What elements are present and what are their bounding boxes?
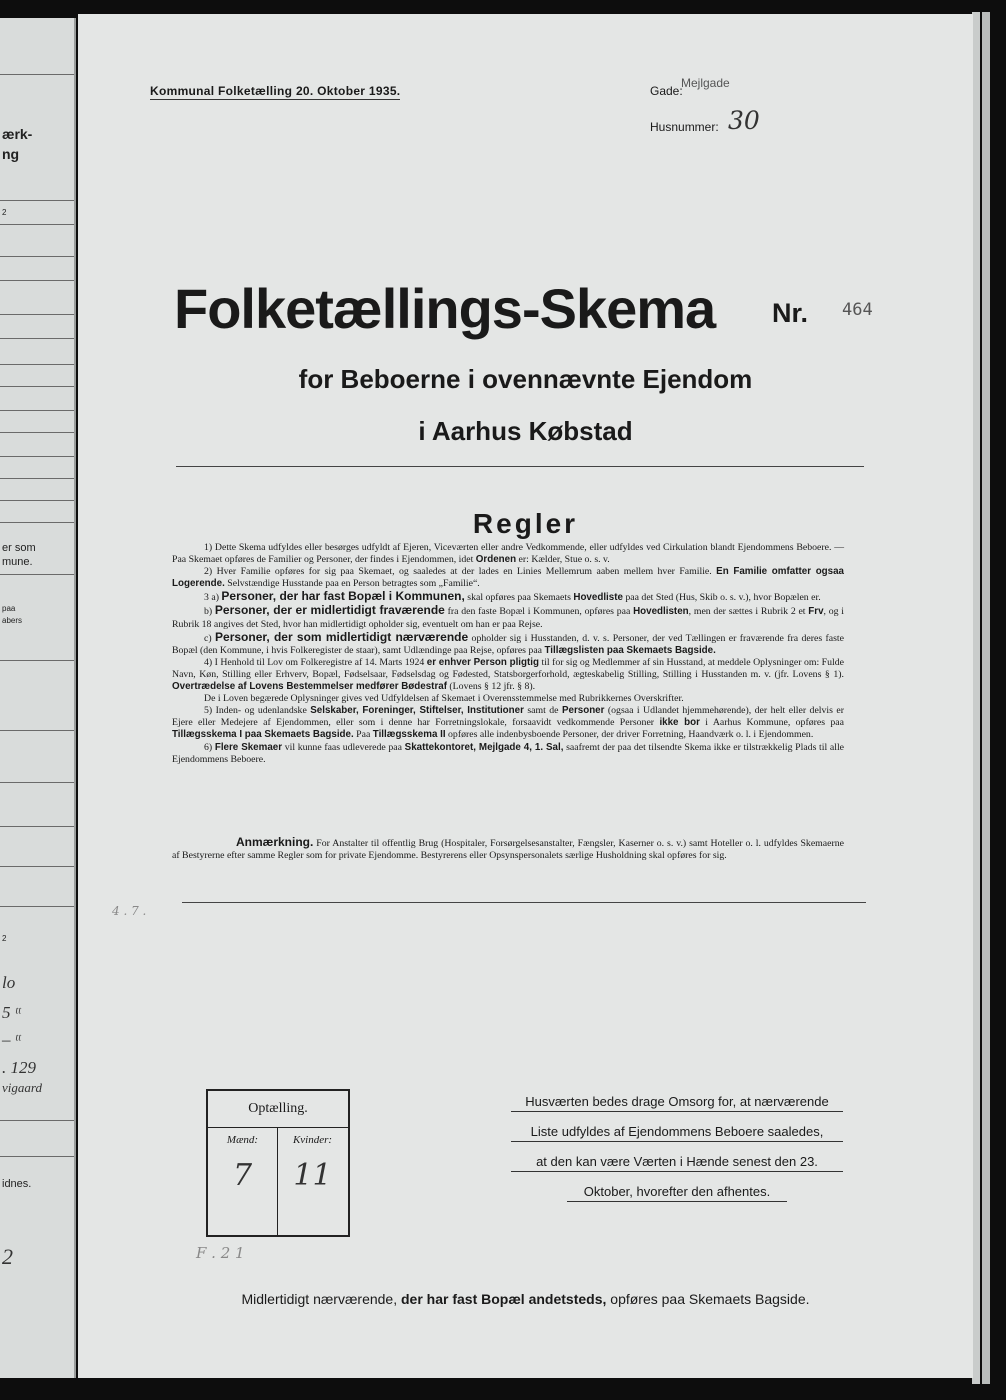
women-count: 11 [293,1158,332,1193]
notice-line: at den kan være Værten i Hænde senest den 23. [511,1154,843,1172]
divider [0,280,74,281]
census-header: Kommunal Folketælling 20. Oktober 1935. [150,84,401,98]
landlord-notice [511,1094,843,1214]
handwriting: 2 [2,1244,13,1269]
divider [0,1120,74,1121]
divider [0,906,74,907]
divider [176,466,864,467]
divider [0,200,74,201]
handwriting: 5 ᵗᵗ [2,1003,21,1022]
divider [0,826,74,827]
divider [0,410,74,411]
stray-mark: 4 . 7 . [112,904,147,918]
rule-3a: 3 a) Personer, der har fast Bopæl i Kommunen, skal opføres paa Skemaets Hovedliste paa det Sted (Hus, Skib o. s. v.), hvor Bopælen er. [204,589,821,604]
tally-grid [208,1127,348,1236]
men-label: Mænd: [226,1134,259,1146]
tally-box [206,1089,350,1237]
street-label: Gade: [650,84,683,98]
remark-heading: Anmærkning. [236,835,314,849]
page-fragment: paa [2,604,16,613]
sheet-edge [982,12,990,1384]
footer-note: Midlertidigt nærværende, der har fast Bopæl andetsteds, opføres paa Skemaets Bagside. [241,1291,810,1307]
notice-line: Oktober, hvorefter den afhentes. [567,1184,787,1202]
divider [0,338,74,339]
tally-title: Optælling. [248,1101,308,1116]
divider [0,478,74,479]
rule-6: 6) Flere Skemaer vil kunne faas udleverede paa Skattekontoret, Mejlgade 4, 1. Sal, saafremt der paa det tilsendte Skema ikke er tilstrækkelig Plads til alle Ejendommens Beboere. [172,741,845,765]
women-label: Kvinder: [292,1134,333,1146]
handwriting: vigaard [2,1080,42,1095]
house-number-label: Husnummer: [650,120,719,134]
divider [0,364,74,365]
men-count: 7 [232,1158,253,1193]
rule-3c: c) Personer, der som midlertidigt nærværende opholder sig i Husstanden, d. v. s. Personer, der ved Tællingen er fraværende fra deres faste Bopæl (den Kommune, i hvis Folkeregister de staar), samt Udlændinge paa Rejse, opføres paa Tillægslisten paa Skemaets Bagside. [172,629,845,656]
divider [0,1156,74,1157]
divider [0,456,74,457]
page-fragment: ærk- [2,126,33,142]
form-number-value: 464 [842,300,873,320]
form-subtitle-city: i Aarhus Købstad [418,416,633,446]
divider [0,866,74,867]
divider [0,500,74,501]
divider [0,386,74,387]
divider [0,314,74,315]
handwriting: lo [2,973,16,992]
remark-text: For Anstalter til offentlig Brug (Hospitaler, Forsørgelsesanstalter, Fængsler, Kaserner o. s. v.) samt Hoteller o. l. udfyldes Skemaerne af Bestyrerne efter samme Regler som for private Ejendomme. Bestyrerens eller Opsynspersonalets særlige Husholdning skal opføres for sig. [172,838,845,862]
house-number-value: 30 [728,106,760,135]
divider [0,782,74,783]
sheet-edge [972,12,980,1384]
rule-3b: b) Personer, der er midlertidigt fraværende fra den faste Bopæl i Kommunen, opføres paa Hovedlisten, men der sættes i Rubrik 2 et Frv, og i Rubrik 18 angives det Sted, hvor han midlertidigt opholder sig, eventuelt om han er paa Rejse. [172,603,844,630]
page-fragment: mune. [2,556,33,568]
page-fragment: abers [2,616,23,625]
form-subtitle: for Beboerne i ovennævnte Ejendom [298,364,753,394]
rule-1: 1) Dette Skema udfyldes eller besørges udfyldt af Ejeren, Viceværten eller andre Vedkommende, eller udfyldes ved Cirkulation blandt Ejendommens Beboere. — Paa Skemaet opføres de Familier og Personer, der findes i Ejendommen, idet Ordenen er: Kælder, Stue o. s. v. [172,542,844,566]
handwriting: – ᵗᵗ [2,1030,21,1049]
form-title: Folketællings-Skema [174,277,716,340]
divider [0,574,74,575]
divider [0,730,74,731]
notice-line: Husværten bedes drage Omsorg for, at nærværende [511,1094,843,1112]
handwriting: . 129 [2,1058,36,1077]
page-fragment: 2 [2,208,7,217]
rule-4: 4) I Henhold til Lov om Folkeregistre af 14. Marts 1924 er enhver Person pligtig til for sig og Medlemmer af sin Husstand, at meddele Oplysninger om: Fulde Navn, Køn, Stilling eller Erhverv, Bopæl, Fødselsaar, Fødselsdag og Fødested, Statsborgerforhold, ægteskabelig Stilling, Stilling i Husstanden m. v. (jfr. Lovens § 1). Overtrædelse af Lovens Bestemmelser medfører Bødestraf (Lovens § 12 jfr. § 8). [172,656,844,693]
rules-text [172,542,844,766]
page-fragment: er som [2,542,36,554]
census-form-page [78,14,973,1378]
form-number-label: Nr. [772,298,809,328]
divider [0,660,74,661]
page-fragment: 2 [2,934,7,943]
remark-paragraph [172,836,844,862]
divider [0,256,74,257]
divider [0,432,74,433]
previous-page-edge [0,18,76,1378]
notice-line: Liste udfyldes af Ejendommens Beboere saaledes, [511,1124,843,1142]
divider [0,224,74,225]
divider [182,902,866,903]
page-fragment: idnes. [2,1178,32,1190]
divider [0,74,74,75]
rule-5: 5) Inden- og udenlandske Selskaber, Foreninger, Stiftelser, Institutioner samt de Personer (ogsaa i Udlandet hjemmehørende), der helt eller delvis er Ejere eller Medejere af Ejendommen, eller som i denne har Forretningslokale, forsaavidt vedkommende Personer ikke bor i Aarhus Kommune, opføres paa Tillægsskema I paa Skemaets Bagside. Paa Tillægsskema II opføres alle indenbysboende Personer, der driver Forretning, Haandværk o. l. i Ejendommen. [172,705,844,741]
page-fragment: ng [2,146,20,162]
divider [0,522,74,523]
rules-heading: Regler [472,508,579,539]
rule-2: 2) Hver Familie opføres for sig paa Skemaet, og saaledes at der lades en Linies Mellemrum aaben mellem hver Familie. En Familie omfatter ogsaa Logerende. Selvstændige Husstande paa en Person betragtes som „Familie“. [172,566,845,590]
stray-mark: F . 2 1 [196,1244,245,1262]
street-value: Mejlgade [681,76,730,90]
rule-4-note: De i Loven begærede Oplysninger gives ved Udfyldelsen af Skemaet i Overensstemmelse med Rubrikkernes Overskrifter. [204,693,684,705]
